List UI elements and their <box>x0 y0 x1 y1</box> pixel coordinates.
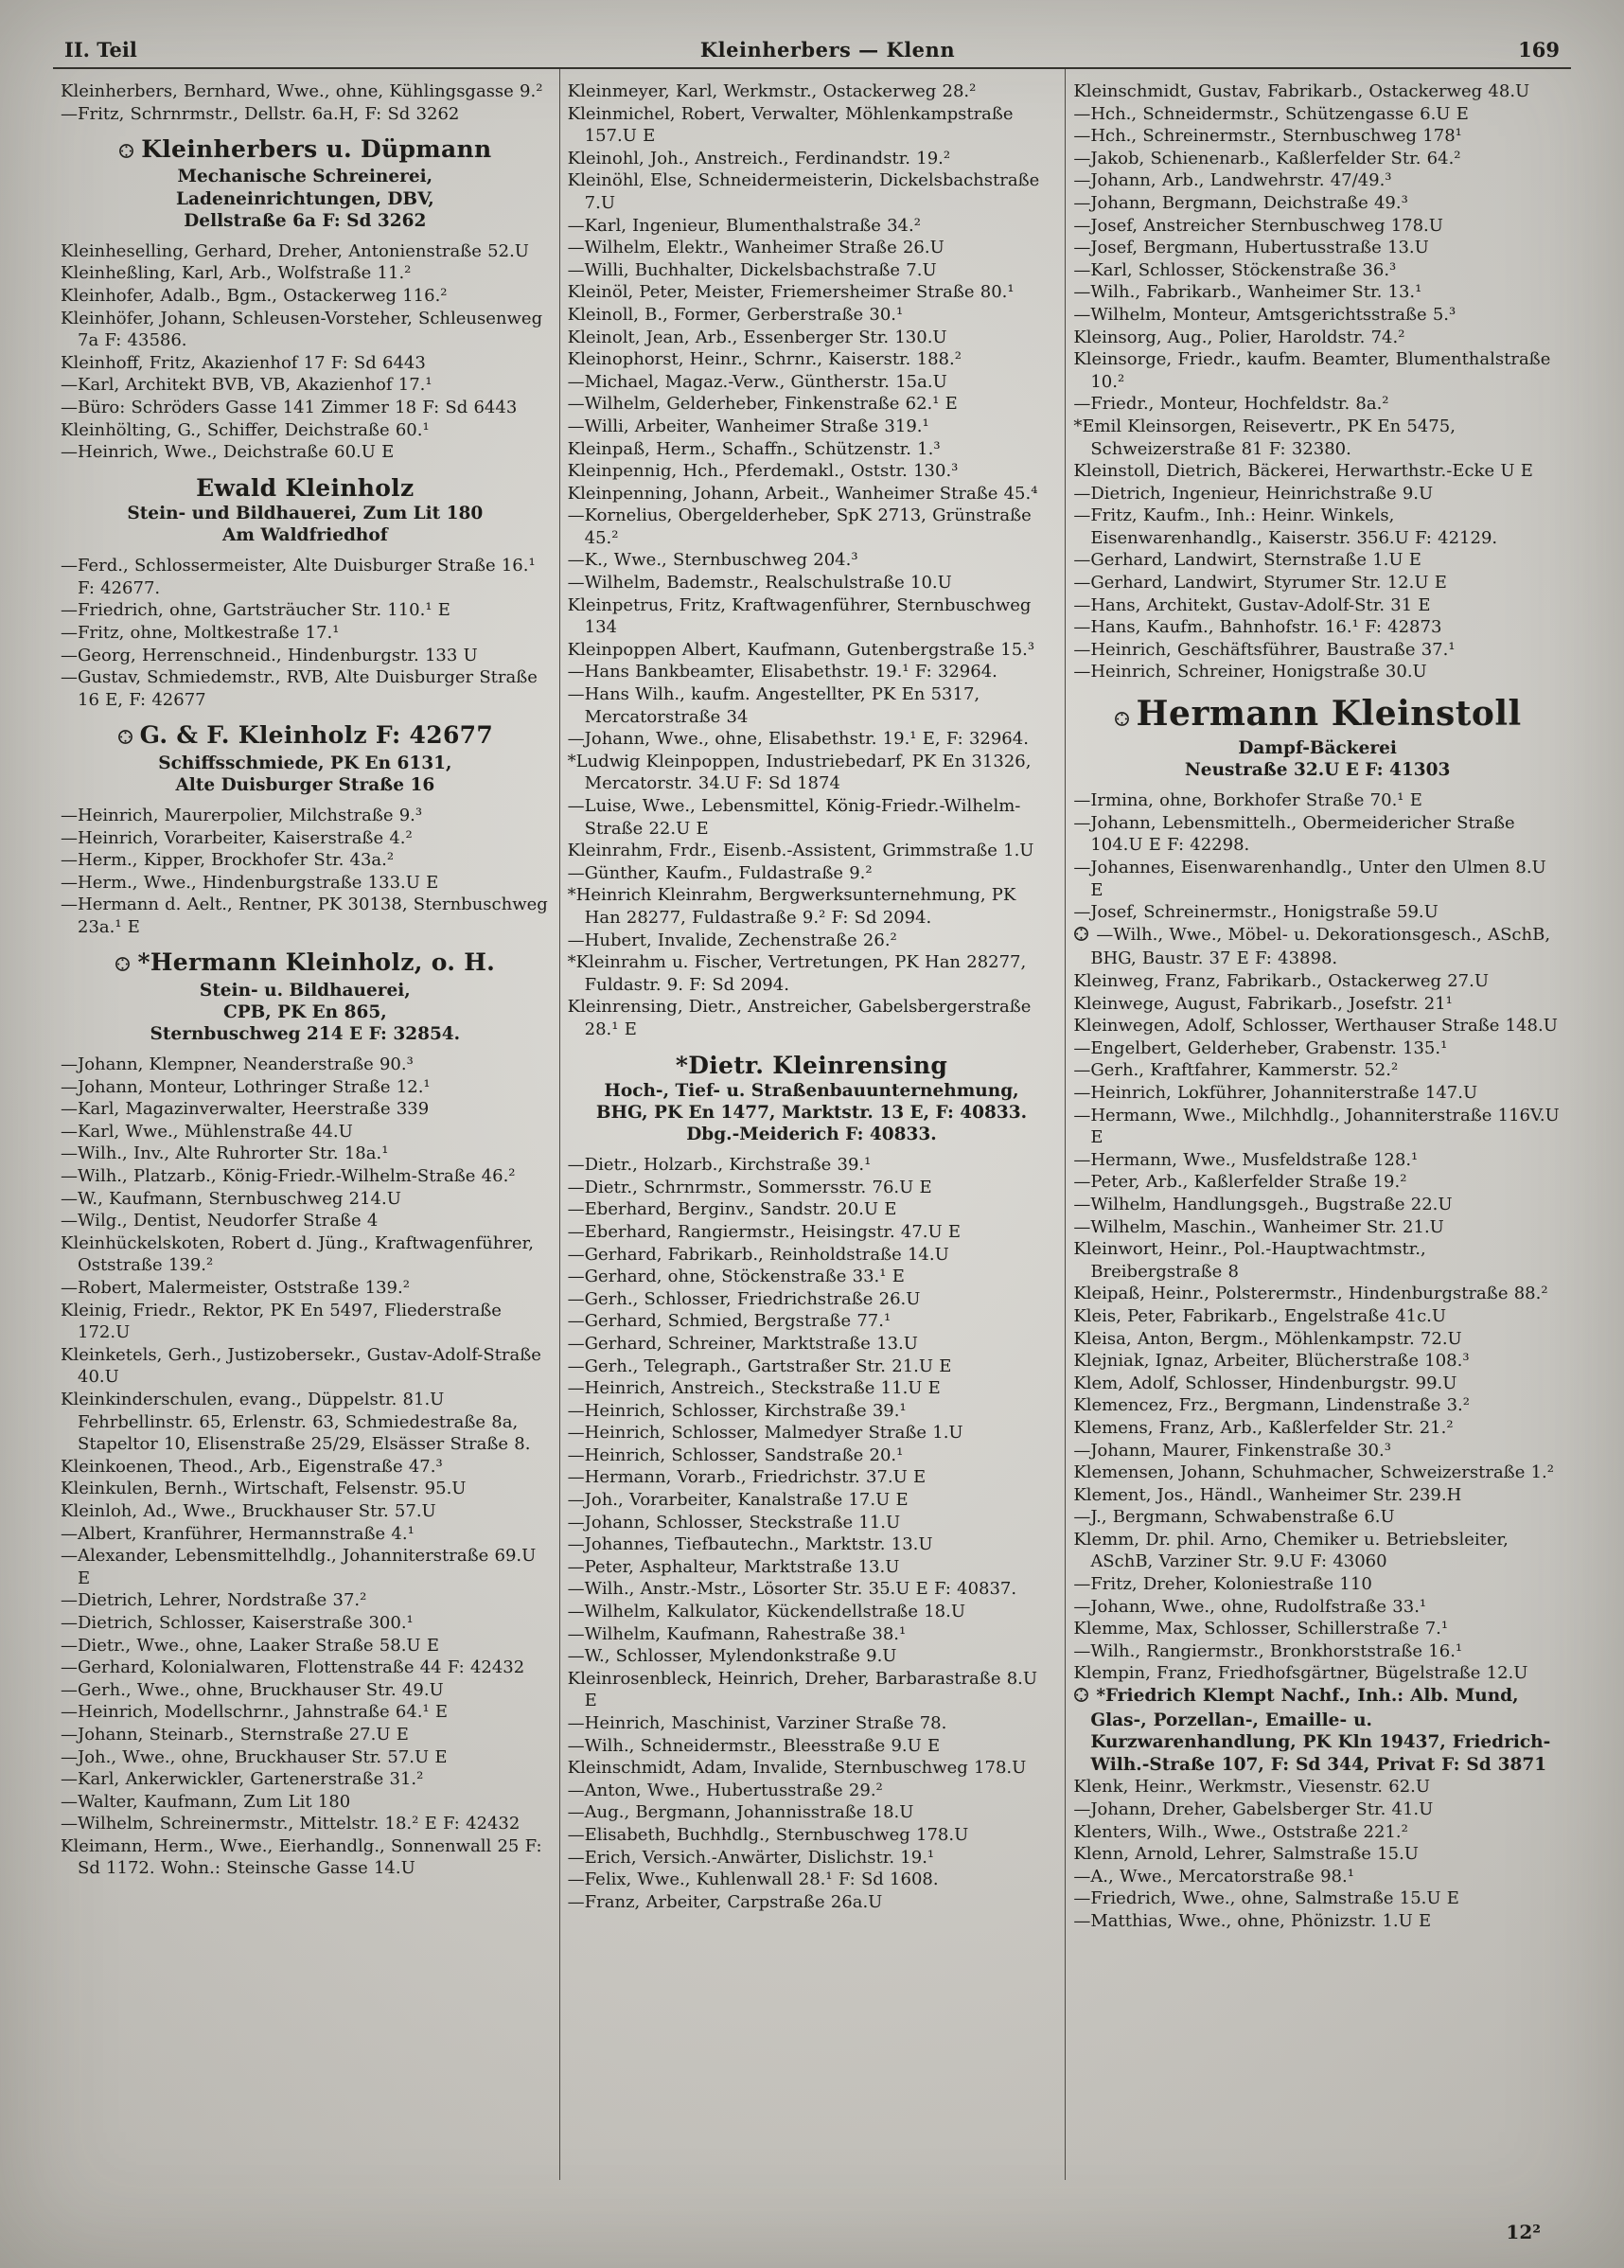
ad-line: Dampf-Bäckerei <box>1238 738 1397 759</box>
directory-entry: Kleinrosenbleck, Heinrich, Dreher, Barbarastraße 8.U E <box>567 1668 1038 1711</box>
directory-entry: Klemencez, Frz., Bergmann, Lindenstraße 3.² <box>1073 1395 1470 1416</box>
directory-entry: —Hans Bankbeamter, Elisabethstr. 19.¹ F: 32964. <box>567 662 997 682</box>
directory-entry: Klement, Jos., Händl., Wanheimer Str. 239.H <box>1073 1484 1462 1505</box>
directory-entry: —Büro: Schröders Gasse 141 Zimmer 18 F: Sd 6443 <box>61 397 518 417</box>
directory-entry: —Wilhelm, Kalkulator, Kückendellstraße 18.U <box>567 1602 965 1622</box>
directory-entry: —Joh., Wwe., ohne, Bruckhauser Str. 57.U E <box>61 1746 448 1767</box>
phone-dial-icon <box>1073 926 1089 948</box>
directory-entry: —Johann, Arb., Landwehrstr. 47/49.³ <box>1073 170 1392 191</box>
directory-entry: Klemensen, Johann, Schuhmacher, Schweizerstraße 1.² <box>1073 1462 1554 1483</box>
directory-entry: Kleinweg, Franz, Fabrikarb., Ostackerweg 27.U <box>1073 971 1490 992</box>
directory-entry: —Willi, Buchhalter, Dickelsbachstraße 7.U <box>567 259 937 280</box>
directory-entry: Kleinpoppen Albert, Kaufmann, Gutenbergstraße 15.³ <box>567 639 1035 660</box>
directory-column-2 <box>559 69 1066 2180</box>
directory-entry: —Karl, Wwe., Mühlenstraße 44.U <box>61 1121 353 1142</box>
ad-title: Ewald Kleinholz <box>196 473 415 502</box>
directory-entry: Klenters, Wilh., Wwe., Oststraße 221.² <box>1073 1821 1408 1842</box>
directory-entry: —Johann, Dreher, Gabelsberger Str. 41.U <box>1073 1799 1434 1819</box>
directory-entry: —Johann, Steinarb., Sternstraße 27.U E <box>61 1724 409 1745</box>
directory-entry: Kleinherbers, Bernhard, Wwe., ohne, Kühlingsgasse 9.² <box>61 81 543 101</box>
phone-dial-icon <box>117 722 133 752</box>
directory-entry: Kleinig, Friedr., Rektor, PK En 5497, Fliederstraße 172.U <box>61 1300 502 1343</box>
directory-entry: —Matthias, Wwe., ohne, Phönizstr. 1.U E <box>1073 1910 1432 1931</box>
directory-entry: —Herm., Wwe., Hindenburgstraße 133.U E <box>61 872 439 893</box>
directory-entry: —Fritz, Schrnrmstr., Dellstr. 6a.H, F: Sd 3262 <box>61 103 460 124</box>
directory-entry: —Karl, Magazinverwalter, Heerstraße 339 <box>61 1099 430 1120</box>
directory-entry: Klejniak, Ignaz, Arbeiter, Blücherstraße 108.³ <box>1073 1351 1470 1372</box>
directory-entry: Kleinhoff, Fritz, Akazienhof 17 F: Sd 6443 <box>61 352 426 373</box>
directory-entry: —Gerh., Telegraph., Gartstraßer Str. 21.U E <box>567 1355 952 1376</box>
directory-entry: —Johann, Wwe., ohne, Rudolfstraße 33.¹ <box>1073 1596 1427 1617</box>
directory-entry: Kleinpaß, Herm., Schaffn., Schützenstr. 1.³ <box>567 438 941 459</box>
ad-line: Sternbuschweg 214 E F: 32854. <box>150 1023 461 1044</box>
directory-entry: —Wilh., Anstr.-Mstr., Lösorter Str. 35.U E F: 40837. <box>567 1579 1017 1600</box>
directory-entry: Kleipaß, Heinr., Polsterermstr., Hindenburgstraße 88.² <box>1073 1284 1548 1304</box>
ad-line: Schiffsschmiede, PK En 6131, <box>158 753 452 773</box>
directory-entry: —Heinrich, Modellschrnr., Jahnstraße 64.¹ E <box>61 1702 449 1723</box>
directory-entry: Klemens, Franz, Arb., Kaßlerfelder Str. 21.² <box>1073 1417 1454 1438</box>
directory-entry: —Wilh., Rangiermstr., Bronkhorststraße 16.¹ <box>1073 1640 1463 1661</box>
directory-entry: —Gerhard, Landwirt, Styrumer Str. 12.U E <box>1073 573 1447 594</box>
directory-entry: —Wilhelm, Gelderheber, Finkenstraße 62.¹ E <box>567 394 958 415</box>
directory-entry: —Gerhard, Landwirt, Sternstraße 1.U E <box>1073 550 1421 571</box>
ad-line: Stein- und Bildhauerei, Zum Lit 180 <box>127 504 484 523</box>
directory-entry: —Joh., Vorarbeiter, Kanalstraße 17.U E <box>567 1490 909 1511</box>
ad-line: Neustraße 32.U E F: 41303 <box>1184 760 1451 781</box>
directory-entry: Kleisa, Anton, Bergm., Möhlenkampstr. 72.U <box>1073 1328 1462 1349</box>
directory-entry: —Johann, Wwe., ohne, Elisabethstr. 19.¹ E, F: 32964. <box>567 729 1029 750</box>
directory-entry: —Georg, Herrenschneid., Hindenburgstr. 133 U <box>61 645 478 665</box>
ad-line: Am Waldfriedhof <box>221 525 388 546</box>
directory-entry: Kleinolt, Jean, Arb., Essenberger Str. 130.U <box>567 327 947 347</box>
directory-entry: —Albert, Kranführer, Hermannstraße 4.¹ <box>61 1523 415 1544</box>
ad-line: Mechanische Schreinerei, <box>177 167 433 187</box>
directory-entry: —Peter, Arb., Kaßlerfelder Straße 19.² <box>1073 1172 1407 1193</box>
directory-entry: Klemm, Dr. phil. Arno, Chemiker u. Betriebsleiter, ASchB, Varziner Str. 9.U F: 43060 <box>1073 1529 1509 1572</box>
directory-entry: Kleinheselling, Gerhard, Dreher, Antonienstraße 52.U <box>61 240 529 261</box>
directory-ad <box>572 1051 1052 1146</box>
ad-title: *Hermann Kleinholz, o. H. <box>64 948 546 979</box>
directory-entry: —Hermann, Wwe., Musfeldstraße 128.¹ <box>1073 1149 1419 1170</box>
directory-entry: —Dietrich, Ingenieur, Heinrichstraße 9.U <box>1073 483 1434 504</box>
directory-entry: —Heinrich, Vorarbeiter, Kaiserstraße 4.² <box>61 827 413 848</box>
directory-entry: —Heinrich, Maschinist, Varziner Straße 78. <box>567 1713 947 1733</box>
directory-entry: Kleinschmidt, Gustav, Fabrikarb., Ostackerweg 48.U <box>1073 81 1530 101</box>
directory-entry: *Emil Kleinsorgen, Reisevertr., PK En 5475, Schweizerstraße 81 F: 32380. <box>1073 416 1456 459</box>
ad-line: Hoch-, Tief- u. Straßenbauunternehmung, <box>604 1080 1019 1101</box>
ad-title: Kleinherbers u. Düpmann <box>64 134 546 166</box>
ad-title: Hermann Kleinstoll <box>1077 693 1558 737</box>
directory-entry: —Josef, Anstreicher Sternbuschweg 178.U <box>1073 215 1443 236</box>
directory-entry: —Gerh., Wwe., ohne, Bruckhauser Str. 49.U <box>61 1679 444 1700</box>
directory-entry: —Gerhard, Schreiner, Marktstraße 13.U <box>567 1333 918 1354</box>
directory-entry: —Friedrich, Wwe., ohne, Salmstraße 15.U E <box>1073 1888 1459 1909</box>
directory-entry: Kleinhückelskoten, Robert d. Jüng., Kraftwagenführer, Oststraße 139.² <box>61 1232 534 1276</box>
directory-entry: —Heinrich, Geschäftsführer, Baustraße 37.¹ <box>1073 639 1456 660</box>
directory-entry: —Johannes, Tiefbautechn., Marktstr. 13.U <box>567 1534 933 1555</box>
directory-entry: Kleinstoll, Dietrich, Bäckerei, Herwarthstr.-Ecke U E <box>1073 461 1533 482</box>
directory-entry: —Karl, Architekt BVB, VB, Akazienhof 17.¹ <box>61 375 432 396</box>
directory-entry: —Heinrich, Anstreich., Steckstraße 11.U E <box>567 1378 941 1399</box>
directory-entry: —Dietr., Wwe., ohne, Laaker Straße 58.U E <box>61 1635 439 1656</box>
directory-entry: —Wilh., Inv., Alte Ruhrorter Str. 18a.¹ <box>61 1143 389 1164</box>
directory-entry: —J., Bergmann, Schwabenstraße 6.U <box>1073 1507 1395 1528</box>
ad-title: *Dietr. Kleinrensing <box>675 1051 948 1079</box>
directory-entry: Kleinpenning, Johann, Arbeit., Wanheimer Straße 45.⁴ <box>567 483 1038 504</box>
directory-entry: —Wilhelm, Maschin., Wanheimer Str. 21.U <box>1073 1216 1444 1237</box>
directory-entry: —W., Kaufmann, Sternbuschweg 214.U <box>61 1188 401 1209</box>
ad-line: CPB, PK En 865, <box>223 1001 387 1022</box>
directory-entry: —Johann, Schlosser, Steckstraße 11.U <box>567 1512 901 1533</box>
directory-entry: —Gerhard, Fabrikarb., Reinholdstraße 14.U <box>567 1244 949 1265</box>
directory-entry: —Hans, Kaufm., Bahnhofstr. 16.¹ F: 42873 <box>1073 617 1442 638</box>
directory-columns <box>53 69 1571 2180</box>
directory-entry: Klempin, Franz, Friedhofsgärtner, Bügelstraße 12.U <box>1073 1663 1528 1684</box>
directory-entry: —Hermann, Vorarb., Friedrichstr. 37.U E <box>567 1467 927 1488</box>
directory-entry: Kleinoll, B., Former, Gerberstraße 30.¹ <box>567 304 904 325</box>
directory-entry: —Hermann d. Aelt., Rentner, PK 30138, Sternbuschweg 23a.¹ E <box>61 895 548 937</box>
directory-entry: Kleinöhl, Else, Schneidermeisterin, Dickelsbachstraße 7.U <box>567 170 1040 213</box>
directory-entry: —Franz, Arbeiter, Carpstraße 26a.U <box>567 1891 883 1912</box>
directory-entry: —Ferd., Schlossermeister, Alte Duisburger Straße 16.¹ F: 42677. <box>61 556 536 598</box>
directory-entry: —Gerh., Schlosser, Friedrichstraße 26.U <box>567 1288 921 1309</box>
directory-entry: —Luise, Wwe., Lebensmittel, König-Friedr.-Wilhelm-Straße 22.U E <box>567 796 1021 839</box>
directory-entry: —Wilh., Wwe., Möbel- u. Dekorationsgesch., ASchB, BHG, Baustr. 37 E F: 43898. <box>1073 924 1562 970</box>
directory-entry: —Friedrich, ohne, Gartsträucher Str. 110.¹ E <box>61 600 450 621</box>
directory-entry: —Fritz, Kaufm., Inh.: Heinr. Winkels, Eisenwarenhandlg., Kaiserstr. 356.U F: 42129. <box>1073 505 1498 548</box>
directory-entry: —Anton, Wwe., Hubertusstraße 29.² <box>567 1780 883 1800</box>
directory-entry: —Johann, Monteur, Lothringer Straße 12.¹ <box>61 1076 431 1097</box>
directory-entry: Kleinophorst, Heinr., Schrnr., Kaiserstr. 188.² <box>567 349 962 370</box>
directory-entry: Kleimann, Herm., Wwe., Eierhandlg., Sonnenwall 25 F: Sd 1172. Wohn.: Steinsche Gasse 14.U <box>61 1835 542 1879</box>
directory-entry: —Heinrich, Lokführer, Johanniterstraße 147.U <box>1073 1083 1478 1103</box>
directory-entry: —Hans Wilh., kaufm. Angestellter, PK En 5317, Mercatorstraße 34 <box>567 684 980 727</box>
directory-entry: Kleinkoenen, Theod., Arb., Eigenstraße 47.³ <box>61 1456 443 1477</box>
page-header <box>53 38 1571 69</box>
directory-ad <box>64 948 546 1045</box>
directory-entry: —Eberhard, Rangiermstr., Heisingstr. 47.U E <box>567 1221 962 1242</box>
directory-entry: —Günther, Kaufm., Fuldastraße 9.² <box>567 862 873 883</box>
directory-entry: —Robert, Malermeister, Oststraße 139.² <box>61 1278 410 1299</box>
directory-entry: —Wilh., Schneidermstr., Bleesstraße 9.U E <box>567 1735 941 1756</box>
directory-entry: —Karl, Schlosser, Stöckenstraße 36.³ <box>1073 259 1397 280</box>
directory-entry: —Wilhelm, Elektr., Wanheimer Straße 26.U <box>567 238 944 258</box>
directory-entry: Kleinhofer, Adalb., Bgm., Ostackerweg 116.² <box>61 286 448 306</box>
directory-entry: Klenn, Arnold, Lehrer, Salmstraße 15.U <box>1073 1844 1419 1865</box>
directory-entry: —Wilhelm, Schreinermstr., Mittelstr. 18.² E F: 42432 <box>61 1814 521 1834</box>
directory-entry: —Herm., Kipper, Brockhofer Str. 43a.² <box>61 850 395 871</box>
directory-ad <box>64 473 546 547</box>
directory-entry: —Aug., Bergmann, Johannisstraße 18.U <box>567 1802 914 1823</box>
directory-entry: —Kornelius, Obergelderheber, SpK 2713, Grünstraße 45.² <box>567 505 1032 548</box>
directory-entry: —Johannes, Eisenwarenhandlg., Unter den Ulmen 8.U E <box>1073 858 1546 900</box>
directory-entry: —Johann, Lebensmittelh., Obermeidericher Straße 104.U E F: 42298. <box>1073 812 1515 856</box>
directory-entry: —Karl, Ingenieur, Blumenthalstraße 34.² <box>567 215 921 236</box>
directory-entry: *Ludwig Kleinpoppen, Industriebedarf, PK En 31326, Mercatorstr. 34.U F: Sd 1874 <box>567 751 1032 794</box>
phone-dial-icon <box>115 949 131 979</box>
directory-entry: —Wilhelm, Bademstr., Realschulstraße 10.U <box>567 573 952 594</box>
footer-signature: 12² <box>1506 2221 1541 2243</box>
directory-entry: —Wilh., Fabrikarb., Wanheimer Str. 13.¹ <box>1073 282 1422 303</box>
ad-line: BHG, PK En 1477, Marktstr. 13 E, F: 40833. <box>595 1102 1028 1123</box>
directory-ad <box>1077 693 1558 781</box>
directory-entry: —Josef, Bergmann, Hubertusstraße 13.U <box>1073 238 1429 258</box>
directory-entry: —Karl, Ankerwickler, Gartenerstraße 31.² <box>61 1769 424 1790</box>
directory-entry: *Kleinrahm u. Fischer, Vertretungen, PK Han 28277, Fuldastr. 9. F: Sd 2094. <box>567 952 1027 995</box>
ad-line: Dbg.-Meiderich F: 40833. <box>686 1125 937 1145</box>
directory-entry: Klemme, Max, Schlosser, Schillerstraße 7.¹ <box>1073 1619 1449 1639</box>
header-running-title: Kleinherbers — Klenn <box>699 38 956 62</box>
directory-entry: —Dietrich, Lehrer, Nordstraße 37.² <box>61 1590 367 1611</box>
directory-entry: —Gerh., Kraftfahrer, Kammerstr. 52.² <box>1073 1060 1399 1081</box>
ad-line: Ladeneinrichtungen, DBV, <box>176 188 434 209</box>
directory-entry: —Elisabeth, Buchhdlg., Sternbuschweg 178.U <box>567 1824 969 1845</box>
directory-entry: —Heinrich, Schlosser, Kirchstraße 39.¹ <box>567 1400 907 1421</box>
directory-entry: Kleinmeyer, Karl, Werkmstr., Ostackerweg 28.² <box>567 81 977 101</box>
directory-entry: —Wilh., Platzarb., König-Friedr.-Wilhelm-Straße 46.² <box>61 1166 516 1187</box>
directory-entry: —Johann, Bergmann, Deichstraße 49.³ <box>1073 192 1408 213</box>
directory-entry: —Heinrich, Schlosser, Malmedyer Straße 1.U <box>567 1423 963 1444</box>
directory-entry: —Gerhard, Schmied, Bergstraße 77.¹ <box>567 1311 891 1332</box>
directory-entry: Kleinschmidt, Adam, Invalide, Sternbuschweg 178.U <box>567 1758 1027 1779</box>
directory-ad <box>64 134 546 232</box>
directory-entry: Kleinsorg, Aug., Polier, Haroldstr. 74.² <box>1073 327 1405 347</box>
directory-entry: Kleinpetrus, Fritz, Kraftwagenführer, Sternbuschweg 134 <box>567 594 1032 638</box>
directory-entry: Kleis, Peter, Fabrikarb., Engelstraße 41c.U <box>1073 1305 1447 1326</box>
ad-line: Dellstraße 6a F: Sd 3262 <box>184 210 427 231</box>
directory-entry: —Hubert, Invalide, Zechenstraße 26.² <box>567 930 897 950</box>
directory-entry: —W., Schlosser, Mylendonkstraße 9.U <box>567 1646 897 1667</box>
directory-entry: —Gerhard, ohne, Stöckenstraße 33.¹ E <box>567 1267 905 1287</box>
directory-entry: Kleinwort, Heinr., Pol.-Hauptwachtmstr., Breibergstraße 8 <box>1073 1239 1426 1282</box>
directory-entry: Kleinkulen, Bernh., Wirtschaft, Felsenstr. 95.U <box>61 1479 467 1499</box>
directory-entry: —Fritz, ohne, Moltkestraße 17.¹ <box>61 623 340 644</box>
directory-entry: —Peter, Asphalteur, Marktstraße 13.U <box>567 1556 900 1577</box>
directory-entry: —Eberhard, Berginv., Sandstr. 20.U E <box>567 1199 897 1220</box>
directory-entry: —Dietrich, Schlosser, Kaiserstraße 300.¹ <box>61 1612 414 1633</box>
directory-entry: Klenk, Heinr., Werkmstr., Viesenstr. 62.U <box>1073 1777 1431 1798</box>
directory-entry: Kleinkinderschulen, evang., Düppelstr. 81.U Fehrbellinstr. 65, Erlenstr. 63, Schmiedestraße 8a, Stapeltor 10, Elisenstraße 25/29, Elsässer Straße 8. <box>61 1390 531 1455</box>
phone-dial-icon <box>1073 1687 1089 1710</box>
directory-entry: *Friedrich Klempt Nachf., Inh.: Alb. Mund, Glas-, Porzellan-, Emaille- u. Kurzwarenhandlung, PK Kln 19437, Friedrich-Wilh.-Straße 107, F: Sd 344, Privat F: Sd 3871 <box>1073 1685 1562 1776</box>
header-part-label: II. Teil <box>64 38 137 62</box>
directory-column-1 <box>53 69 559 2180</box>
directory-entry: Kleinohl, Joh., Anstreich., Ferdinandstr. 19.² <box>567 148 951 168</box>
directory-entry: —Heinrich, Schreiner, Honigstraße 30.U <box>1073 662 1427 682</box>
directory-entry: —Hans, Architekt, Gustav-Adolf-Str. 31 E <box>1073 594 1431 615</box>
directory-entry: —Gerhard, Kolonialwaren, Flottenstraße 44 F: 42432 <box>61 1657 525 1678</box>
directory-entry: Kleinpennig, Hch., Pferdemakl., Oststr. 130.³ <box>567 461 959 482</box>
directory-entry: —Heinrich, Schlosser, Sandstraße 20.¹ <box>567 1444 904 1465</box>
directory-entry: *Heinrich Kleinrahm, Bergwerksunternehmung, PK Han 28277, Fuldastraße 9.² F: Sd 2094. <box>567 885 1016 928</box>
directory-entry: Kleinketels, Gerh., Justizobersekr., Gustav-Adolf-Straße 40.U <box>61 1344 541 1388</box>
ad-title: G. & F. Kleinholz F: 42677 <box>64 720 546 752</box>
directory-entry: —Walter, Kaufmann, Zum Lit 180 <box>61 1791 351 1812</box>
directory-entry: —Jakob, Schienenarb., Kaßlerfelder Str. 64.² <box>1073 148 1461 168</box>
page-number: 169 <box>1518 38 1560 62</box>
directory-entry: —Alexander, Lebensmittelhdlg., Johanniterstraße 69.U E <box>61 1546 537 1588</box>
directory-entry: —Erich, Versich.-Anwärter, Dislichstr. 19.¹ <box>567 1847 935 1868</box>
directory-entry: Kleinwege, August, Fabrikarb., Josefstr. 21¹ <box>1073 993 1453 1014</box>
ad-line: Alte Duisburger Straße 16 <box>175 774 435 795</box>
directory-ad <box>64 720 546 796</box>
directory-entry: —Hch., Schreinermstr., Sternbuschweg 178¹ <box>1073 126 1462 147</box>
directory-entry: —Friedr., Monteur, Hochfeldstr. 8a.² <box>1073 394 1389 415</box>
directory-entry: —Johann, Maurer, Finkenstraße 30.³ <box>1073 1440 1391 1461</box>
directory-entry: —Hermann, Wwe., Milchhdlg., Johanniterstraße 116V.U E <box>1073 1105 1560 1148</box>
directory-entry: —Fritz, Dreher, Koloniestraße 110 <box>1073 1574 1372 1595</box>
directory-entry: —Hch., Schneidermstr., Schützengasse 6.U E <box>1073 103 1469 124</box>
directory-entry: —Engelbert, Gelderheber, Grabenstr. 135.¹ <box>1073 1037 1448 1058</box>
directory-entry: Kleinrensing, Dietr., Anstreicher, Gabelsbergerstraße 28.¹ E <box>567 997 1032 1039</box>
directory-entry: —Wilhelm, Handlungsgeh., Bugstraße 22.U <box>1073 1194 1453 1214</box>
directory-entry: Kleinmichel, Robert, Verwalter, Möhlenkampstraße 157.U E <box>567 103 1014 147</box>
directory-entry: —Dietr., Holzarb., Kirchstraße 39.¹ <box>567 1155 872 1176</box>
directory-entry: Kleinhöfer, Johann, Schleusen-Vorsteher, Schleusenweg 7a F: 43586. <box>61 308 543 351</box>
directory-entry: —Gustav, Schmiedemstr., RVB, Alte Duisburger Straße 16 E, F: 42677 <box>61 667 538 710</box>
directory-entry: —Heinrich, Maurerpolier, Milchstraße 9.³ <box>61 805 423 825</box>
directory-entry: —Irmina, ohne, Borkhofer Straße 70.¹ E <box>1073 790 1422 811</box>
directory-entry: Kleinsorge, Friedr., kaufm. Beamter, Blumenthalstraße 10.² <box>1073 349 1551 392</box>
directory-entry: —A., Wwe., Mercatorstraße 98.¹ <box>1073 1866 1354 1887</box>
directory-entry: —Heinrich, Wwe., Deichstraße 60.U E <box>61 442 395 463</box>
directory-entry: Kleinöl, Peter, Meister, Friemersheimer Straße 80.¹ <box>567 282 1015 303</box>
phone-dial-icon <box>1114 695 1130 737</box>
directory-entry: —Dietr., Schrnrmstr., Sommersstr. 76.U E <box>567 1177 932 1197</box>
directory-entry: —Willi, Arbeiter, Wanheimer Straße 319.¹ <box>567 416 929 436</box>
directory-entry: Kleinrahm, Frdr., Eisenb.-Assistent, Grimmstraße 1.U <box>567 841 1034 861</box>
directory-entry: —K., Wwe., Sternbuschweg 204.³ <box>567 550 858 571</box>
directory-entry: Kleinhölting, G., Schiffer, Deichstraße 60.¹ <box>61 419 430 440</box>
directory-entry: —Wilhelm, Monteur, Amtsgerichtsstraße 5.³ <box>1073 304 1456 325</box>
directory-entry: Kleinloh, Ad., Wwe., Bruckhauser Str. 57.U <box>61 1500 436 1521</box>
ad-line: Stein- u. Bildhauerei, <box>199 980 411 1001</box>
directory-entry: —Josef, Schreinermstr., Honigstraße 59.U <box>1073 902 1439 923</box>
directory-entry: Klem, Adolf, Schlosser, Hindenburgstr. 99.U <box>1073 1373 1457 1393</box>
directory-entry: —Felix, Wwe., Kuhlenwall 28.¹ F: Sd 1608. <box>567 1869 939 1890</box>
directory-entry: Kleinheßling, Karl, Arb., Wolfstraße 11.² <box>61 263 412 284</box>
directory-entry: —Johann, Klempner, Neanderstraße 90.³ <box>61 1054 414 1075</box>
directory-entry: —Michael, Magaz.-Verw., Güntherstr. 15a.U <box>567 371 947 392</box>
directory-entry: —Wilg., Dentist, Neudorfer Straße 4 <box>61 1211 379 1231</box>
phone-dial-icon <box>118 136 134 166</box>
directory-column-3 <box>1065 69 1571 2180</box>
directory-entry: —Wilhelm, Kaufmann, Rahestraße 38.¹ <box>567 1623 907 1644</box>
directory-entry: Kleinwegen, Adolf, Schlosser, Werthauser Straße 148.U <box>1073 1016 1558 1037</box>
